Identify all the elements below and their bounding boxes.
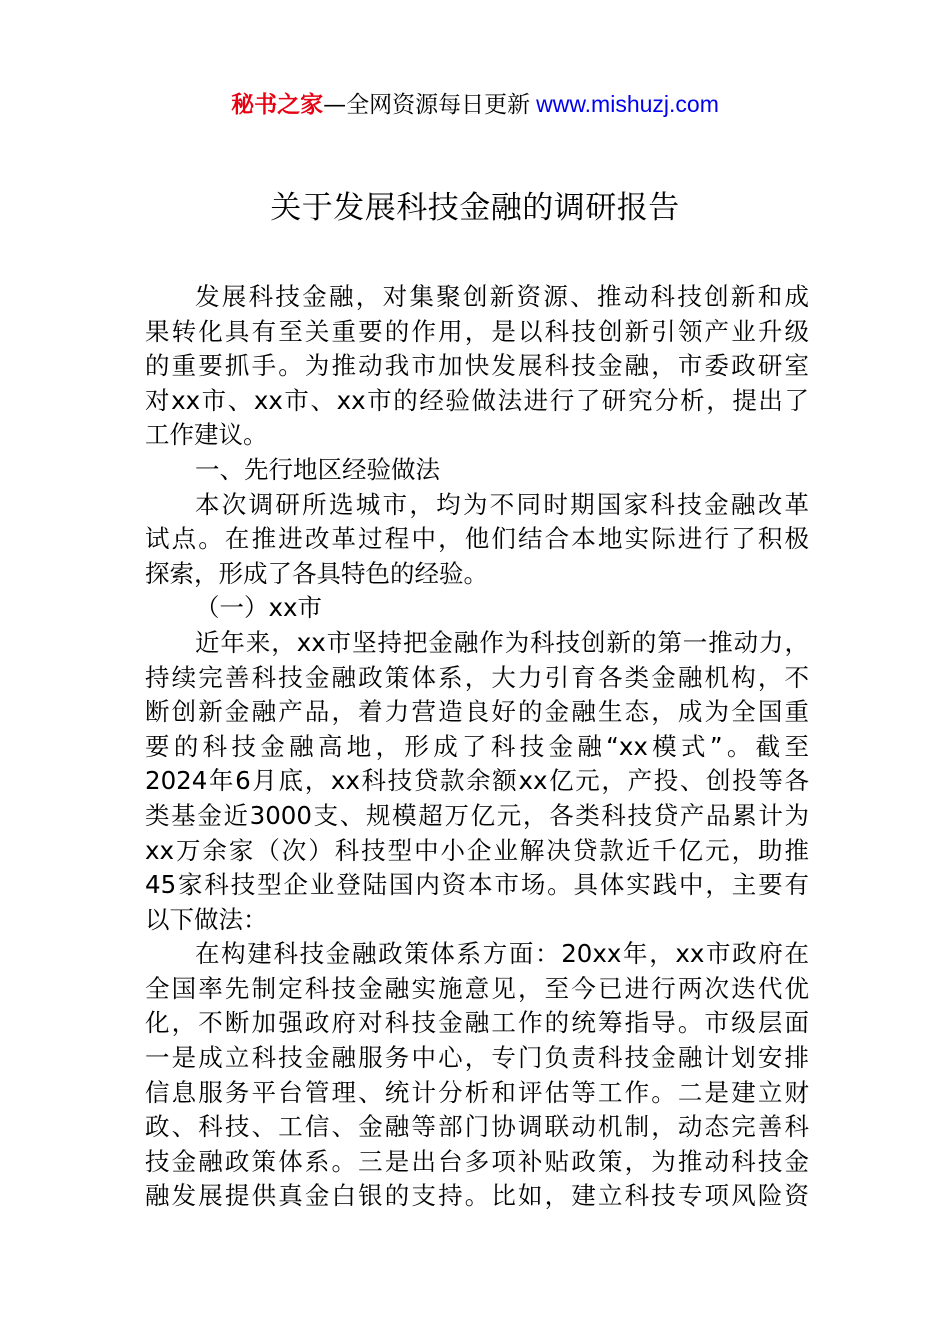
paragraph-line: 工作建议。 [145, 420, 268, 450]
paragraph-line: 果转化具有至关重要的作用，是以科技创新引领产业升级 [145, 316, 809, 346]
paragraph-line: 的重要抓手。为推动我市加快发展科技金融，市委政研室 [145, 351, 809, 381]
paragraph-line: 在构建科技金融政策体系方面：20xx年，xx市政府在 [195, 939, 809, 969]
paragraph-line: 对xx市、xx市、xx市的经验做法进行了研究分析，提出了 [145, 385, 809, 415]
site-brand: 秘书之家 [231, 92, 324, 118]
document-body [145, 280, 809, 1214]
paragraph-line: 政、科技、工信、金融等部门协调联动机制，动态完善科 [145, 1112, 809, 1142]
document-title: 关于发展科技金融的调研报告 [270, 190, 680, 226]
site-tagline: —全网资源每日更新 [323, 92, 531, 118]
site-header [0, 88, 950, 121]
paragraph-line: 一是成立科技金融服务中心，专门负责科技金融计划安排 [145, 1043, 809, 1073]
paragraph-line: 45家科技型企业登陆国内资本市场。具体实践中，主要有 [145, 870, 809, 900]
paragraph-line: 融发展提供真金白银的支持。比如，建立科技专项风险资 [145, 1181, 809, 1211]
paragraph-line: xx万余家（次）科技型中小企业解决贷款近千亿元，助推 [145, 835, 809, 865]
paragraph-line: 试点。在推进改革过程中，他们结合本地实际进行了积极 [145, 524, 809, 554]
site-url-link[interactable]: www.mishuzj.com [536, 91, 719, 117]
paragraph-line: 全国率先制定科技金融实施意见，至今已进行两次迭代优 [145, 973, 809, 1003]
paragraph-line: 要的科技金融高地，形成了科技金融“xx模式”。截至 [145, 731, 809, 761]
paragraph-line: 信息服务平台管理、统计分析和评估等工作。二是建立财 [145, 1077, 809, 1107]
paragraph-line: 2024年6月底，xx科技贷款余额xx亿元，产投、创投等各 [145, 766, 809, 796]
paragraph-line: 技金融政策体系。三是出台多项补贴政策，为推动科技金 [145, 1146, 809, 1176]
paragraph-line: 本次调研所选城市，均为不同时期国家科技金融改革 [195, 489, 809, 519]
paragraph-line: 持续完善科技金融政策体系，大力引育各类金融机构，不 [145, 662, 809, 692]
paragraph-line: 以下做法： [145, 904, 268, 934]
paragraph-line: 断创新金融产品，着力营造良好的金融生态，成为全国重 [145, 697, 809, 727]
paragraph-line: 近年来，xx市坚持把金融作为科技创新的第一推动力， [195, 627, 809, 657]
paragraph-line: 类基金近3000支、规模超万亿元，各类科技贷产品累计为 [145, 800, 809, 830]
paragraph-line: 探索，形成了各具特色的经验。 [145, 558, 488, 588]
section-heading: 一、先行地区经验做法 [195, 454, 440, 484]
paragraph-line: 化，不断加强政府对科技金融工作的统筹指导。市级层面 [145, 1008, 809, 1038]
subsection-heading: （一）xx市 [195, 593, 322, 623]
paragraph-line: 发展科技金融，对集聚创新资源、推动科技创新和成 [195, 282, 809, 311]
